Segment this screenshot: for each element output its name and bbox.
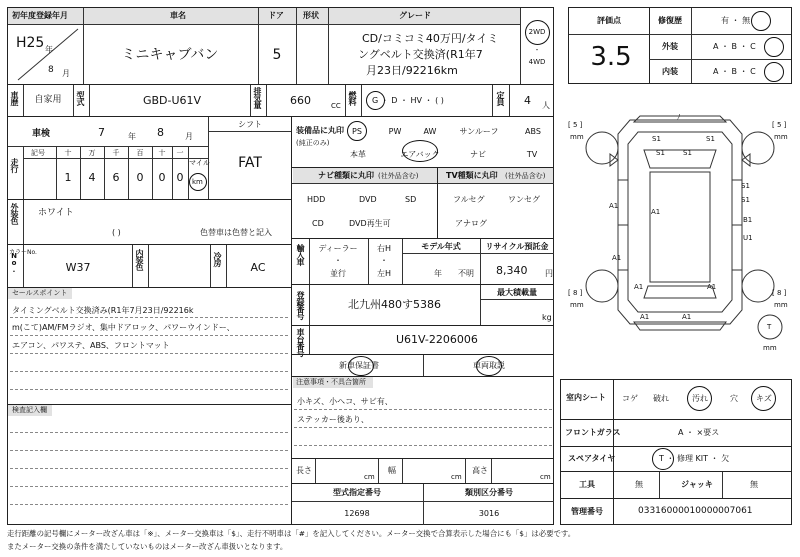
grade-line2: ングベルト交換済(R1年7 <box>358 48 483 61</box>
tv-oneseg: ワンセグ <box>508 195 540 204</box>
equipment-aw: AW <box>423 127 437 136</box>
digit-5: 0 <box>176 171 184 184</box>
displacement-unit: CC <box>331 102 341 110</box>
spare-tire-value: T ・ 修理 KIT ・ 欠 <box>659 454 730 463</box>
capacity-unit: 人 <box>542 101 550 110</box>
tread-fr: [ 5 ] <box>772 121 787 129</box>
seat-label-text: 室内シート <box>566 393 606 402</box>
digit-2: 6 <box>112 171 120 184</box>
diag-a1-2: A1 <box>651 208 661 216</box>
category-label: 車歴 <box>10 91 19 105</box>
import-right-h: 右H <box>376 244 392 253</box>
fuel-label: 燃料 <box>348 91 357 105</box>
digit-3: 0 <box>136 171 144 184</box>
recycle-label: リサイクル預託金 <box>485 242 549 251</box>
navi-dvd-play: DVD再生可 <box>349 219 391 228</box>
windshield-label: フロントガラス <box>565 428 621 437</box>
class-number-label: 類別区分番号 <box>465 488 513 497</box>
diag-b1: B1 <box>743 216 753 224</box>
displacement-value: 660 <box>290 94 311 107</box>
registration-value: 北九州480す5386 <box>348 298 441 311</box>
exterior-label: 外装 <box>662 42 678 51</box>
diag-s1-6: S1 <box>741 196 750 204</box>
shape-label: 形状 <box>303 11 319 20</box>
width-unit: cm <box>451 473 462 481</box>
seat-kizu: キズ <box>756 394 772 403</box>
sales-point-label: セールスポイント <box>12 289 68 297</box>
sales-line-1: タイミングベルト交換済み(R1年7月23日/92216k <box>12 306 194 315</box>
first-reg-era: H25 <box>16 35 45 51</box>
exterior-abc: A ・ B ・ C <box>713 42 756 51</box>
jack-value: 無 <box>750 480 758 489</box>
shaken-year: 7 <box>98 126 105 139</box>
model-year-label: モデル年式 <box>421 242 461 251</box>
tv-fullseg: フルセグ <box>453 195 485 204</box>
color-paren: ( ) <box>112 228 121 237</box>
diag-u1: U1 <box>743 234 753 242</box>
footer-line-2: またメーター交換の条件を満たしていないものはメーター改ざん車扱いとなります。 <box>7 542 288 551</box>
first-reg-month-unit: 月 <box>62 69 70 78</box>
registration-label: 登録番号 <box>296 291 305 319</box>
spare-tire-label: スペアタイヤ <box>568 454 616 463</box>
diag-a1-7: A1 <box>682 313 692 321</box>
notes-line-2: ステッカー後あり、 <box>297 415 369 424</box>
class-number-value: 3016 <box>478 509 500 518</box>
capacity-value: 4 <box>524 94 531 107</box>
equipment-sublabel: (純正のみ) <box>296 139 330 147</box>
inspector-label: 検査記入欄 <box>12 406 47 414</box>
equipment-label: 装備品に丸印 <box>296 126 344 135</box>
car-diagram <box>560 110 798 380</box>
tread-fr-mm: mm <box>774 133 788 141</box>
length-label: 長さ <box>296 466 312 475</box>
diag-a1-6: A1 <box>640 313 650 321</box>
equipment-sunroof: サンルーフ <box>459 127 499 136</box>
shaken-month: 8 <box>157 126 164 139</box>
color-no-label: No. <box>10 252 18 273</box>
color-no-value: W37 <box>65 261 91 274</box>
digit-label-2: 万 <box>88 149 96 157</box>
aircon-label: 冷房 <box>213 252 222 266</box>
model-year-unknown: 不明 <box>458 269 474 278</box>
diag-a1-3: A1 <box>612 254 622 262</box>
notes-line-1: 小キズ、小ヘコ、サビ有、 <box>297 397 393 406</box>
first-reg-label: 初年度登録年月 <box>12 11 68 20</box>
grade-line1: CD/コミコミ40万円/タイミ <box>362 32 499 45</box>
new-car-guarantee: 新車保証書 <box>339 361 379 370</box>
sales-line-3: エアコン、パワステ、ABS、フロントマット <box>12 341 170 350</box>
import-label: 輸入車 <box>296 244 305 265</box>
color-label: 外装色 <box>10 203 19 224</box>
digit-label-5: 十 <box>158 149 166 157</box>
height-label: 高さ <box>472 466 488 475</box>
tread-rl-mm: mm <box>570 301 584 309</box>
exterior-c-circle <box>764 37 784 57</box>
score-label: 評価点 <box>597 16 621 25</box>
color-no-label-text: カラーNo. <box>9 249 37 256</box>
navi-hdd: HDD <box>307 195 326 204</box>
jack-label: ジャッキ <box>681 480 713 489</box>
first-reg-month: 8 <box>48 65 54 75</box>
navi-label: ナビ種類に丸印 <box>318 171 374 180</box>
equipment-pw: PW <box>388 127 402 136</box>
diag-s1-3: S1 <box>656 149 665 157</box>
tv-analog: アナログ <box>455 219 487 228</box>
interior-c-circle <box>764 62 784 82</box>
digit-label-4: 百 <box>136 149 144 157</box>
shaken-label: 車検 <box>32 129 51 139</box>
model-label: 型式 <box>76 91 85 105</box>
tread-fl-mm: mm <box>570 133 584 141</box>
doors: 5 <box>272 47 282 63</box>
management-label: 管理番号 <box>571 507 603 516</box>
max-load-label: 最大積載量 <box>497 288 537 297</box>
interior-color-label: 内装色 <box>135 249 144 270</box>
diag-a1-4: A1 <box>634 283 644 291</box>
footer-line-1: 走行距離の記号欄にメーター改ざん車は「※」、メーター交換車は「$」、走行不明車は「#」を記入してください。メーター交換で合算表示した場合にも「$」は必要です。 <box>7 529 576 538</box>
import-left-h: 左H <box>376 269 392 278</box>
chassis-label: 車台番号 <box>296 328 305 356</box>
color-note: 色替車は色替と記入 <box>200 228 272 237</box>
navi-cd: CD <box>312 219 324 228</box>
sales-line-2: m(こて)AM/FMラジオ、集中ドアロック、パワーウインドー、 <box>12 323 235 332</box>
score-value: 3.5 <box>590 42 632 72</box>
management-value: 03316000010000007061 <box>638 506 753 516</box>
chassis-value: U61V-2206006 <box>396 333 478 346</box>
tread-rl: [ 8 ] <box>568 289 583 297</box>
new-car-circle <box>348 356 374 376</box>
header-bar <box>8 8 520 24</box>
mileage-label: 走行 <box>10 158 19 172</box>
digit-label-6: 一 <box>176 149 184 157</box>
import-parallel: 並行 <box>330 269 346 278</box>
type-number-value: 12698 <box>344 509 370 518</box>
repair-label: 修復歴 <box>658 16 682 25</box>
aircon-value: AC <box>250 261 266 274</box>
height-unit: cm <box>540 473 551 481</box>
tv-label: TV種類に丸印 <box>446 171 498 180</box>
seat-yabure: 破れ <box>653 394 669 403</box>
digit-label-0: 記号 <box>31 149 45 157</box>
repair-options: 有 ・ 無 <box>721 16 751 25</box>
type-number-label: 型式指定番号 <box>333 488 381 497</box>
repair-none-circle <box>751 11 771 31</box>
max-load-unit: kg <box>542 313 552 322</box>
shaken-month-unit: 月 <box>185 132 193 141</box>
digit-label-1: 十 <box>64 149 72 157</box>
navi-sd: SD <box>405 195 417 204</box>
capacity-label: 定員 <box>496 91 505 105</box>
diag-a1-5: A1 <box>707 283 717 291</box>
recycle-value: 8,340 <box>496 264 528 277</box>
category-value: 自家用 <box>34 95 62 105</box>
interior-label: 内装 <box>662 67 678 76</box>
diag-s1-5: S1 <box>741 182 750 190</box>
equipment-leather: 本革 <box>350 150 366 159</box>
import-dealer: ディーラー <box>318 244 358 253</box>
tread-rr: [ 8 ] <box>772 289 787 297</box>
seat-yogore: 汚れ <box>692 394 708 403</box>
shift-label: シフト <box>238 120 262 129</box>
diag-s1-1: S1 <box>652 135 661 143</box>
diagram-front-mark: ﾉ <box>677 113 681 121</box>
width-label: 幅 <box>388 466 396 475</box>
seat-ana: 穴 <box>730 394 738 403</box>
mile-label: マイル <box>189 159 210 167</box>
model-value: GBD-U61V <box>142 94 202 107</box>
drive-4wd: 4WD <box>528 58 546 66</box>
diag-s1-2: S1 <box>706 135 715 143</box>
first-reg-diagonal <box>8 25 83 84</box>
notes-label: 注意事項・不具合箇所 <box>296 378 366 386</box>
model-year-unit: 年 <box>434 269 442 278</box>
tire-t: T <box>767 323 772 331</box>
first-reg-year-unit: 年 <box>45 45 53 54</box>
equipment-ps: PS <box>352 127 362 136</box>
digit-label-3: 千 <box>112 149 120 157</box>
car-name-label: 車名 <box>170 11 186 20</box>
equipment-tv: TV <box>526 150 538 159</box>
seat-koge: コゲ <box>622 394 638 403</box>
recycle-yen: 円 <box>545 269 553 278</box>
tread-fl: [ 5 ] <box>568 121 583 129</box>
equipment-airbag: エアバック <box>400 150 440 159</box>
shift-value: FAT <box>238 155 262 171</box>
fuel-options: G ・ D ・ HV ・ ( ) <box>372 96 444 105</box>
navi-dvd: DVD <box>359 195 377 204</box>
drive-dot: ・ <box>533 46 541 54</box>
digit-0: 1 <box>64 171 72 184</box>
import-dot-2: ・ <box>380 256 388 265</box>
displacement-label: 排気量 <box>253 87 262 108</box>
tools-label: 工具 <box>579 480 595 489</box>
import-dot-1: ・ <box>334 256 342 265</box>
grade-line3: 月23日/92216km <box>366 64 458 77</box>
digit-1: 4 <box>88 171 96 184</box>
interior-abc: A ・ B ・ C <box>713 67 756 76</box>
tv-sub: (社外品含む) <box>505 172 546 180</box>
equipment-navi: ナビ <box>470 150 486 159</box>
vehicle-manual: 車両取説 <box>473 361 505 370</box>
diag-s1-4: S1 <box>683 149 692 157</box>
manual-circle <box>476 356 502 376</box>
tire-mm: mm <box>763 344 777 352</box>
diag-a1-1: A1 <box>609 202 619 210</box>
digit-4: 0 <box>158 171 166 184</box>
navi-sub: (社外品含む) <box>378 172 419 180</box>
shaken-year-unit: 年 <box>128 132 136 141</box>
km-label: km <box>192 178 203 186</box>
windshield-value: A ・ ×要ス <box>678 428 720 437</box>
car-name: ミニキャブバン <box>121 47 219 63</box>
color-value: ホワイト <box>38 208 74 218</box>
grade-label: グレード <box>399 11 431 20</box>
length-unit: cm <box>364 473 375 481</box>
equipment-abs: ABS <box>525 127 541 136</box>
tread-rr-mm: mm <box>774 301 788 309</box>
tools-value: 無 <box>635 480 643 489</box>
drive-2wd: 2WD <box>528 28 546 36</box>
door-label: ドア <box>268 11 284 20</box>
